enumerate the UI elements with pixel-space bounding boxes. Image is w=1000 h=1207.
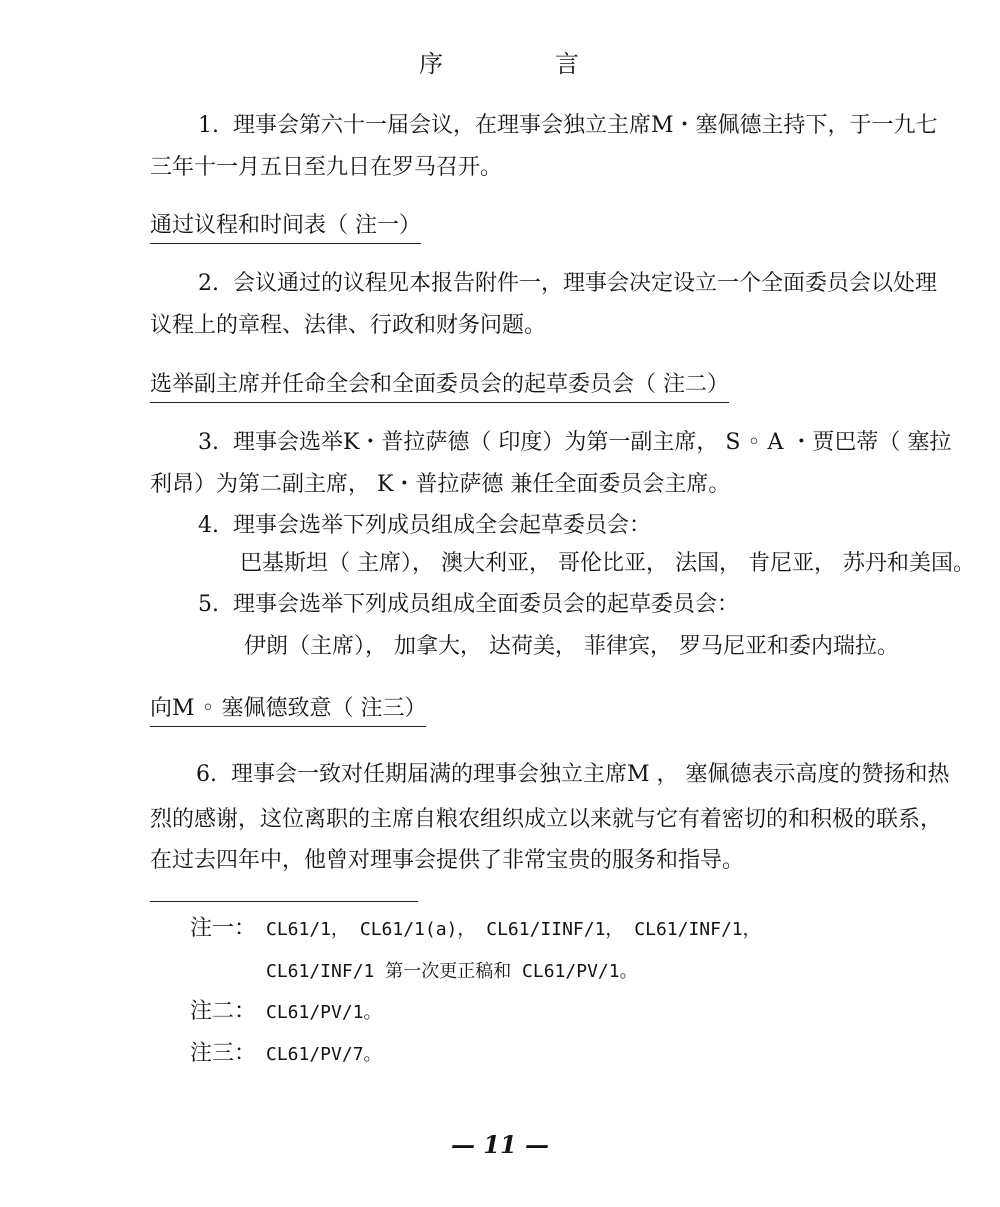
footnote-label: 注三： [190, 1041, 257, 1066]
title-char-left: 序 [419, 50, 445, 78]
paragraph-4-line-2: 巴基斯坦（ 主席）， 澳大利亚， 哥伦比亚， 法国， 肯尼亚， 苏丹和美国。 [240, 551, 975, 576]
footnote-label: 注二： [190, 999, 257, 1024]
paragraph-number: 3. [198, 430, 219, 455]
footnote-1-line-1: 注一： CL61/1， CL61/1(a)， CL61/IINF/1， CL61/INF/1， [190, 914, 761, 945]
paragraph-2-line-1: 2. 会议通过的议程见本报告附件一，理事会决定设立一个全面委员会以处理 [198, 269, 937, 299]
paragraph-6-line-2: 烈的感谢，这位离职的主席自粮农组织成立以来就与它有着密切的和积极的联系， [150, 807, 943, 832]
footnote-separator [150, 901, 418, 902]
paragraph-6-line-3: 在过去四年中，他曾对理事会提供了非常宝贵的服务和指导。 [150, 848, 745, 873]
paragraph-4-line-1: 4. 理事会选举下列成员组成全会起草委员会： [198, 511, 651, 541]
paragraph-6-line-1: 6. 理事会一致对任期届满的理事会独立主席M ， 塞佩德表示高度的赞扬和热 [196, 760, 950, 790]
paragraph-number: 6. [196, 762, 217, 787]
section-heading-tribute: 向M ◦ 塞佩德致意（ 注三） [150, 694, 426, 727]
paragraph-number: 4. [198, 513, 219, 538]
paragraph-5-line-1: 5. 理事会选举下列成员组成全面委员会的起草委员会： [198, 590, 739, 620]
paragraph-number: 5. [198, 592, 219, 617]
page-number: — 11 — [450, 1130, 550, 1159]
footnote-1-line-2: CL61/INF/1 第一次更正稿和 CL61/PV/1。 [266, 961, 638, 982]
section-heading-election: 选举副主席并任命全会和全面委员会的起草委员会（ 注二） [150, 370, 729, 403]
section-heading-agenda: 通过议程和时间表（ 注一） [150, 211, 421, 244]
paragraph-1-line-1: 1. 理事会第六十一届会议，在理事会独立主席M・塞佩德主持下，于一九七 [198, 111, 938, 141]
footnote-3: 注三： CL61/PV/7。 [190, 1039, 382, 1070]
paragraph-2-line-2: 议程上的章程、法律、行政和财务问题。 [150, 313, 547, 338]
title-char-right: 言 [555, 50, 581, 78]
paragraph-1-line-2: 三年十一月五日至九日在罗马召开。 [150, 155, 503, 180]
paragraph-5-line-2: 伊朗（主席）， 加拿大， 达荷美， 菲律宾， 罗马尼亚和委内瑞拉。 [244, 634, 899, 659]
paragraph-3-line-1: 3. 理事会选举K・普拉萨德（ 印度）为第一副主席， S ◦ A ・贾巴蒂（ 塞拉 [198, 428, 951, 458]
footnote-2: 注二： CL61/PV/1。 [190, 997, 382, 1028]
page-title [0, 44, 1000, 79]
paragraph-number: 1. [198, 113, 219, 138]
paragraph-3-line-2: 利昂）为第二副主席， K・普拉萨德 兼任全面委员会主席。 [150, 472, 731, 497]
paragraph-number: 2. [198, 271, 219, 296]
footnote-label: 注一： [190, 916, 257, 941]
